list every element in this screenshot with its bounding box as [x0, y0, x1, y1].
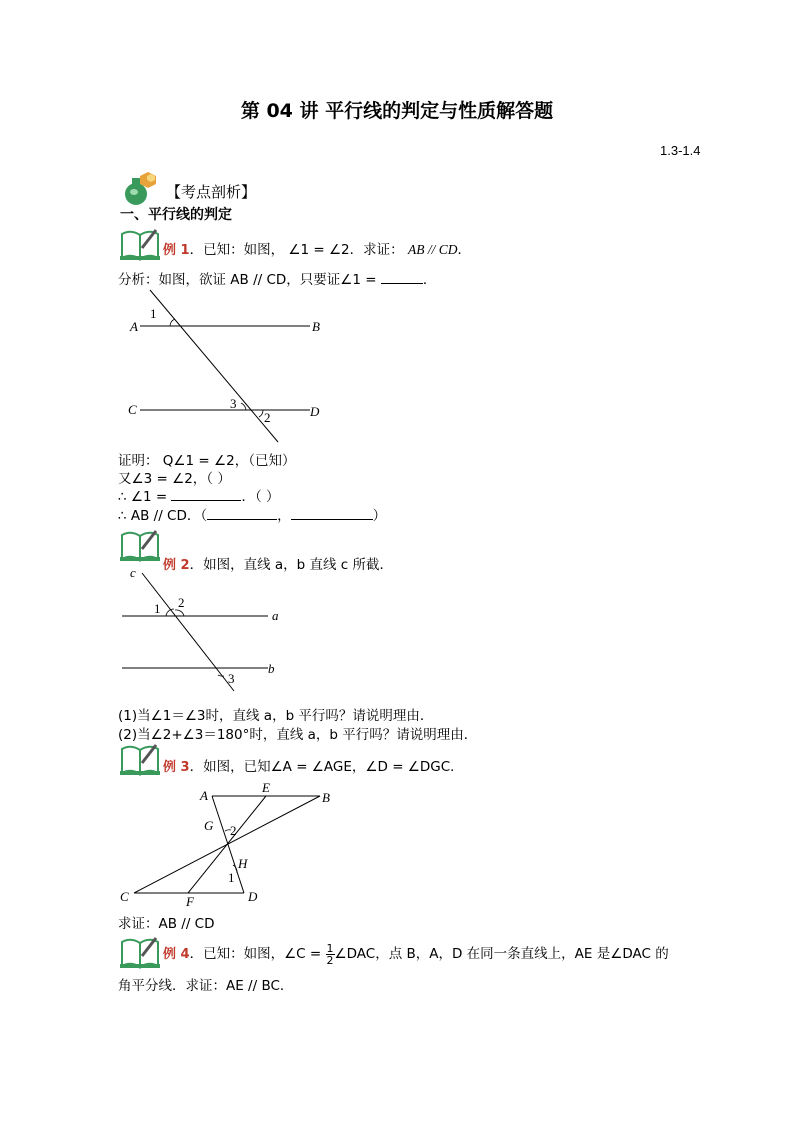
angle-3-label: 3: [230, 396, 237, 411]
analysis-blank[interactable]: [381, 271, 423, 284]
angle-1-label: 1: [228, 870, 235, 885]
angle-1-label: 1: [150, 306, 157, 321]
angle-1-label: 1: [154, 601, 161, 616]
label-c: c: [130, 565, 136, 580]
label-e: E: [262, 780, 270, 795]
example-2: 例 2．如图，直线 a，b 直线 c 所截．: [163, 557, 394, 573]
book-pen-icon: [120, 226, 162, 262]
label-d: D: [310, 404, 320, 419]
label-c: C: [128, 402, 137, 417]
example-1-analysis: 分析：如图，欲证 AB // CD，只要证∠1 = ．: [118, 272, 437, 288]
book-pen-icon: [120, 934, 162, 970]
example-1: 例 1．已知：如图， ∠1 = ∠2．求证： AB // CD．: [163, 242, 471, 258]
label-f: F: [186, 894, 194, 909]
flask-icon: [118, 168, 166, 208]
example-2-label: 例 2: [163, 558, 190, 573]
proof-blank-3[interactable]: [291, 507, 373, 520]
subsection-title: 一、平行线的判定: [120, 207, 232, 223]
example-1-label: 例 1: [163, 243, 190, 258]
proof-line-4: ∴ AB // CD．（ ， ）: [118, 508, 387, 524]
proof-line-1: 证明： Q∠1 = ∠2，（已知）: [118, 453, 296, 469]
label-c: C: [120, 889, 129, 904]
label-b: b: [268, 661, 275, 676]
page-title: 第 04 讲 平行线的判定与性质解答题: [240, 100, 554, 122]
example-4: 例 4．已知：如图，∠C = $\frac{1}{2}$ ∠DAC，点 B，A，D 在同一条直线上，AE 是∠DAC 的: [163, 941, 669, 967]
example-3-label: 例 3: [163, 760, 190, 775]
question-1: (1)当∠1＝∠3时，直线 a，b 平行吗？请说明理由．: [118, 708, 434, 724]
book-pen-icon: [120, 527, 162, 563]
label-a: A: [130, 319, 138, 334]
example-4-label: 例 4: [163, 947, 190, 962]
label-a: a: [272, 608, 279, 623]
proof-blank-2[interactable]: [207, 507, 277, 520]
proof-line-3: ∴ ∠1 = ．（ ）: [118, 489, 280, 505]
example-4-line-2: 角平分线．求证：AE // BC．: [118, 978, 294, 994]
label-d: D: [248, 889, 258, 904]
figure-2: [118, 565, 298, 695]
example-3-prove: 求证：AB // CD: [118, 916, 215, 932]
label-b: B: [312, 319, 320, 334]
angle-2-label: 2: [264, 410, 271, 425]
proof-line-2: 又∠3 = ∠2，（ ）: [118, 471, 231, 487]
angle-2-label: 2: [178, 595, 185, 610]
angle-3-label: 3: [228, 671, 235, 686]
label-h: H: [238, 856, 248, 871]
label-b: B: [322, 790, 330, 805]
question-2: (2)当∠2+∠3＝180°时，直线 a，b 平行吗？请说明理由．: [118, 727, 478, 743]
figure-3: [118, 780, 348, 910]
book-pen-icon: [120, 741, 162, 777]
label-g: G: [204, 818, 214, 833]
transversal: [150, 290, 278, 442]
proof-blank-1[interactable]: [171, 488, 241, 501]
example-3: 例 3．如图，已知∠A = ∠AGE，∠D = ∠DGC．: [163, 759, 464, 775]
section-range: 1.3-1.4: [660, 143, 701, 158]
line-c: [142, 573, 234, 691]
kaodian-heading: 【考点剖析】: [166, 183, 257, 201]
label-a: A: [200, 788, 208, 803]
figure-1: [118, 286, 348, 446]
fraction-half: $\frac{1}{2}$: [326, 941, 334, 967]
angle-2-label: 2: [230, 823, 237, 838]
